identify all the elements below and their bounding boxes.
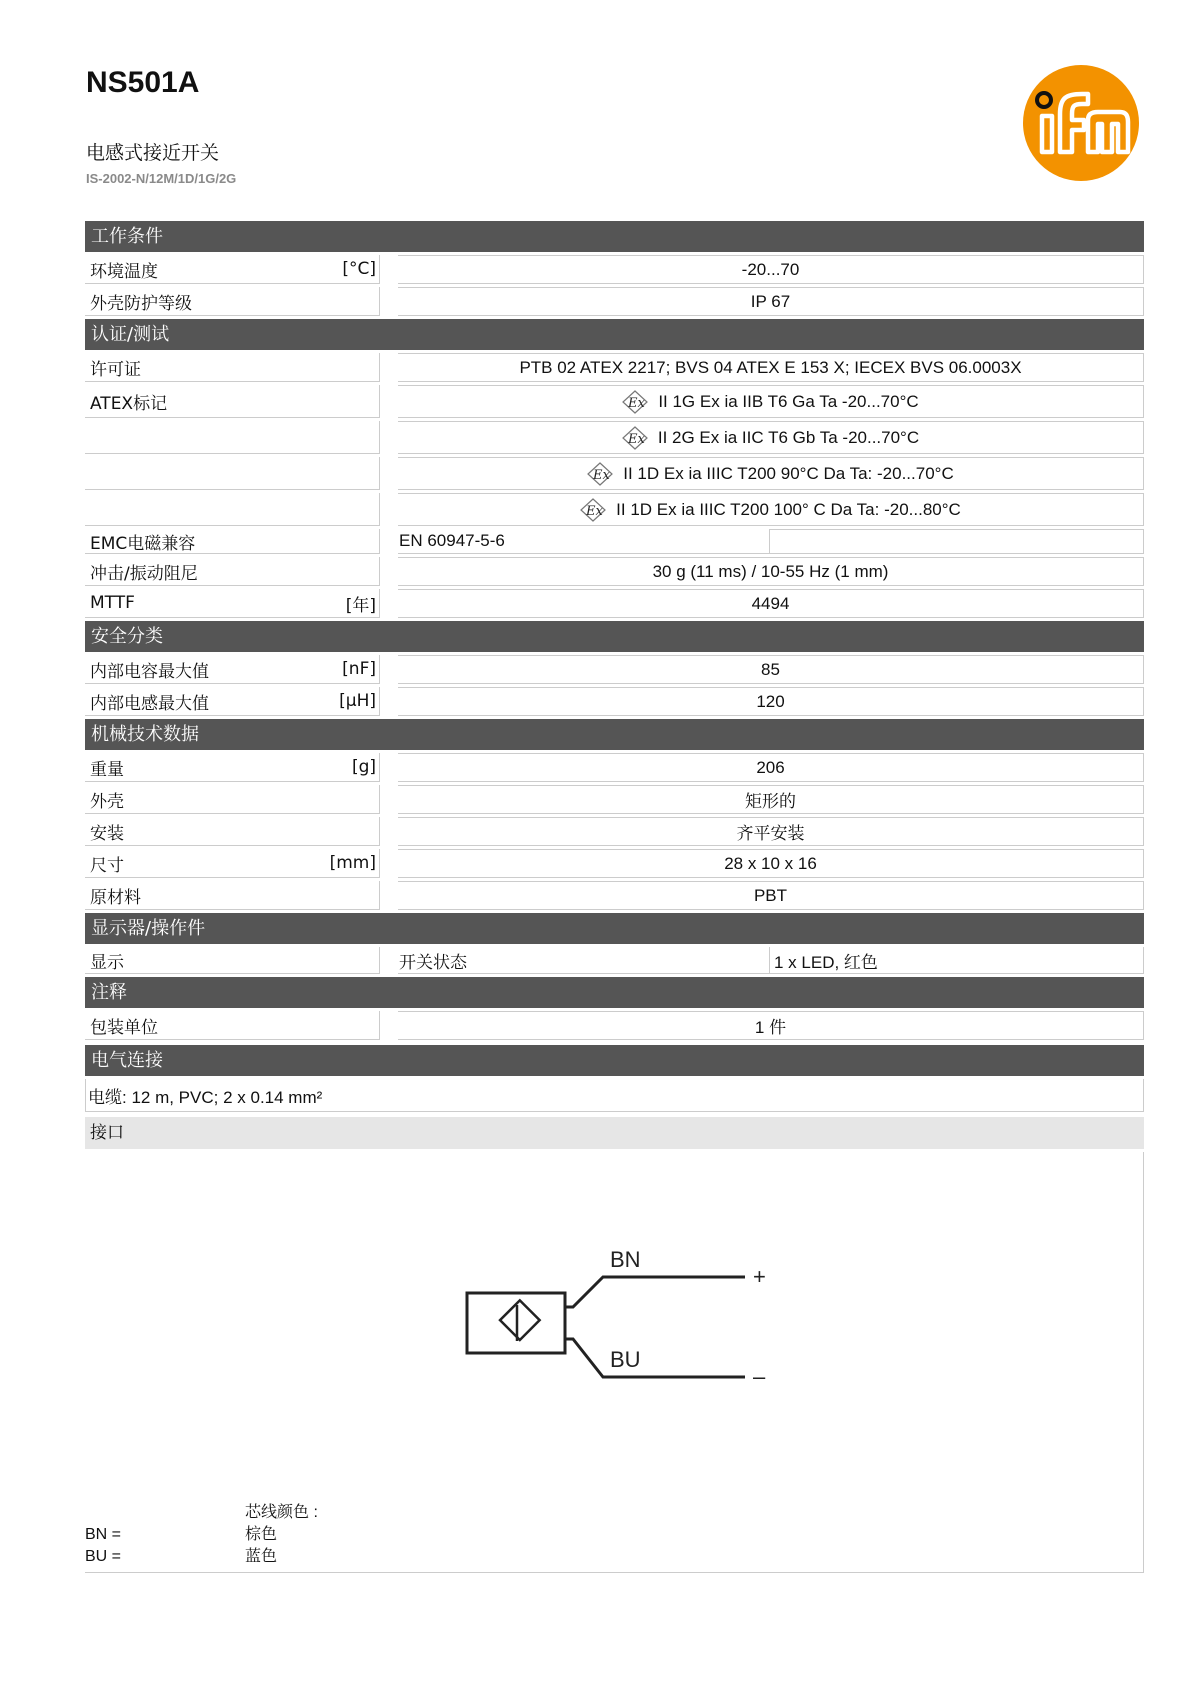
atex-mark-2: II 2G Ex ia IIC T6 Gb Ta -20...70°C — [657, 427, 920, 447]
weight-label: 重量 — [90, 759, 124, 780]
row-inductance — [85, 687, 1144, 716]
wiring-diagram — [465, 1247, 785, 1397]
section-safety: 安全分类 — [85, 621, 1144, 652]
ex-icon — [622, 426, 648, 450]
weight-unit: [g] — [351, 757, 376, 777]
capacitance-unit: [nF] — [342, 659, 376, 679]
ambient-value: -20...70 — [398, 255, 1144, 284]
atex-mark-3: II 1D Ex ia IIIC T200 90°C Da Ta: -20...70°C — [623, 463, 954, 483]
svg-text:Ex: Ex — [586, 503, 603, 519]
shock-label: 冲击/振动阻尼 — [90, 563, 198, 584]
capacitance-value: 85 — [398, 655, 1144, 684]
housing-label: 外壳 — [90, 791, 124, 812]
minus-sign: – — [753, 1364, 766, 1389]
row-capacitance — [85, 655, 1144, 684]
dimensions-label: 尺寸 — [90, 855, 124, 876]
housing-value: 矩形的 — [398, 785, 1144, 814]
svg-text:Ex: Ex — [593, 467, 611, 483]
inductance-unit: [μH] — [339, 691, 376, 711]
row-ambient-temperature — [85, 255, 1144, 284]
protection-label: 外壳防护等级 — [90, 293, 192, 314]
row-material — [85, 881, 1144, 910]
bn-key: BN = — [85, 1526, 122, 1543]
section-electrical: 电气连接 — [85, 1045, 1144, 1076]
atex-label: ATEX标记 — [90, 394, 168, 414]
row-atex-2 — [85, 421, 1144, 454]
dimensions-unit: [mm] — [329, 853, 376, 873]
packaging-label: 包装单位 — [90, 1017, 158, 1038]
wire-bn-label: BN — [610, 1247, 641, 1272]
license-label: 许可证 — [90, 359, 141, 380]
wiring-diagram-area — [85, 1152, 1144, 1573]
cable-spec: 电缆: 12 m, PVC; 2 x 0.14 mm² — [85, 1079, 1144, 1112]
wire-colors-header: 芯线颜色 : — [245, 1504, 318, 1521]
section-display: 显示器/操作件 — [85, 913, 1144, 944]
protection-value: IP 67 — [398, 287, 1144, 316]
ambient-unit: [°C] — [342, 259, 376, 279]
display-function: 开关状态 — [398, 947, 770, 973]
row-display — [85, 947, 1144, 974]
atex-mark-4: II 1D Ex ia IIIC T200 100° C Da Ta: -20...80°C — [616, 499, 961, 519]
display-label: 显示 — [90, 952, 124, 973]
mounting-label: 安装 — [90, 823, 124, 844]
ambient-label: 环境温度 — [90, 261, 158, 282]
row-atex-4 — [85, 493, 1144, 526]
row-housing — [85, 785, 1144, 814]
section-mechanical: 机械技术数据 — [85, 719, 1144, 750]
emc-value: EN 60947-5-6 — [398, 529, 770, 553]
mttf-unit: [年] — [345, 595, 376, 616]
ex-icon — [622, 390, 648, 414]
bn-color: 棕色 — [245, 1526, 278, 1543]
data-sheet — [85, 218, 1144, 1573]
atex-mark-1: II 1G Ex ia IIB T6 Ga Ta -20...70°C — [658, 391, 919, 411]
ex-icon — [580, 498, 606, 522]
emc-label: EMC电磁兼容 — [90, 533, 196, 554]
capacitance-label: 内部电容最大值 — [90, 661, 209, 682]
bu-key: BU = — [85, 1548, 122, 1565]
row-emc — [85, 529, 1144, 554]
product-subtitle: 电感式接近开关 — [86, 142, 220, 164]
svg-text:Ex: Ex — [627, 431, 645, 447]
svg-text:Ex: Ex — [628, 395, 646, 411]
product-code: IS-2002-N/12M/1D/1G/2G — [86, 171, 237, 186]
mttf-label: MTTF — [90, 593, 135, 613]
mttf-value: 4494 — [398, 589, 1144, 618]
license-value: PTB 02 ATEX 2217; BVS 04 ATEX E 153 X; IECEX BVS 06.0003X — [398, 353, 1144, 382]
ifm-logo — [1022, 64, 1140, 182]
row-atex-3 — [85, 457, 1144, 490]
weight-value: 206 — [398, 753, 1144, 782]
packaging-value: 1 件 — [398, 1011, 1144, 1040]
display-value: 1 x LED, 红色 — [774, 952, 878, 972]
material-label: 原材料 — [90, 887, 141, 908]
row-mttf — [85, 589, 1144, 618]
material-value: PBT — [398, 881, 1144, 910]
section-approvals: 认证/测试 — [85, 319, 1144, 350]
inductance-value: 120 — [398, 687, 1144, 716]
inductance-label: 内部电感最大值 — [90, 693, 209, 714]
row-atex-1 — [85, 385, 1144, 418]
row-packaging — [85, 1011, 1144, 1040]
row-dimensions — [85, 849, 1144, 878]
shock-value: 30 g (11 ms) / 10-55 Hz (1 mm) — [398, 557, 1144, 586]
section-operating-conditions: 工作条件 — [85, 221, 1144, 252]
row-weight — [85, 753, 1144, 782]
ex-icon — [587, 462, 613, 486]
section-notes: 注释 — [85, 977, 1144, 1008]
plus-sign: + — [753, 1264, 766, 1289]
interface-header: 接口 — [85, 1117, 1144, 1149]
mounting-value: 齐平安装 — [398, 817, 1144, 846]
row-protection — [85, 287, 1144, 316]
dimensions-value: 28 x 10 x 16 — [398, 849, 1144, 878]
wire-bu-label: BU — [610, 1347, 641, 1372]
bu-color: 蓝色 — [245, 1548, 278, 1565]
row-shock — [85, 557, 1144, 586]
row-license — [85, 353, 1144, 382]
product-title: NS501A — [86, 66, 200, 99]
row-mounting — [85, 817, 1144, 846]
